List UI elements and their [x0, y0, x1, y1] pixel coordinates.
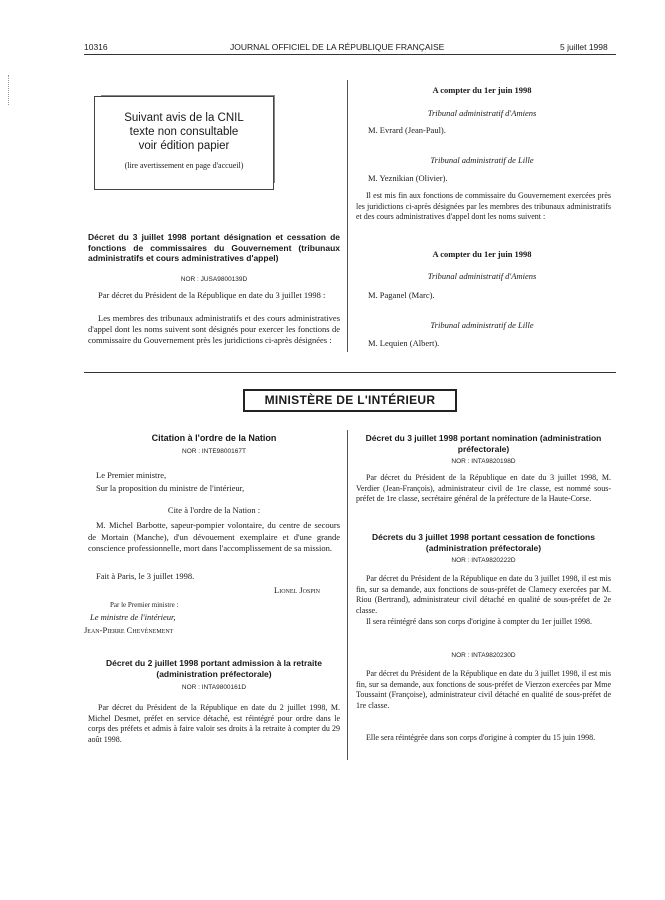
citation-nor: NOR : INTE9800167T [182, 448, 246, 455]
retraite-title: Décret du 2 juillet 1998 portant admission à la retraite (administration préfectorale) [106, 658, 322, 679]
journal-title: JOURNAL OFFICIEL DE LA RÉPUBLIQUE FRANÇAISE [230, 42, 445, 52]
name-yeznikian: M. Yeznikian (Olivier). [368, 173, 448, 183]
margin-marks [8, 75, 11, 105]
ministry-heading: MINISTÈRE DE L'INTÉRIEUR [243, 389, 457, 412]
name-paganel: M. Paganel (Marc). [368, 290, 435, 300]
tribunal-lille-2: Tribunal administratif de Lille [430, 320, 534, 330]
cnil-notice-box [94, 96, 274, 190]
cessation-title: Décrets du 3 juillet 1998 portant cessation de fonctions (administration préfectorale) [372, 532, 595, 553]
cnil-line-1: Suivant avis de la CNIL [124, 112, 244, 124]
column-divider-top [347, 80, 348, 352]
citation-l3: Cite à l'ordre de la Nation : [167, 505, 261, 515]
nomination-nor: NOR : INTA9820198D [451, 458, 516, 465]
right-heading-1: A compter du 1er juin 1998 [432, 85, 532, 95]
name-lequien: M. Lequien (Albert). [368, 338, 440, 348]
section-rule [84, 372, 616, 373]
nomination-title: Décret du 3 juillet 1998 portant nomination (administration préfectorale) [365, 433, 602, 454]
signer-jospin: Lionel Jospin [274, 585, 320, 595]
citation-l2: Sur la proposition du ministre de l'intérieur, [96, 483, 245, 493]
cessation-body-2: Par décret du Président de la République en date du 3 juillet 1998, il est mis fin, sur sa demande, aux fonctions de sous-préfet de Vierzon exercées par Mme Toussaint (Françoise), administrateur civil détaché en qualité de sous-préfet de 1re classe. [356, 669, 611, 710]
name-evrard: M. Evrard (Jean-Paul). [368, 125, 446, 135]
cessation-body-1: Par décret du Président de la République en date du 3 juillet 1998, il est mis fin, sur sa demande, aux fonctions de sous-préfet de Clamecy exercées par M. Riou (Bertrand), administrateur civil détaché en qualité de sous-préfet de 2e classe. [356, 574, 611, 615]
par-premier-ministre: Par le Premier ministre : [110, 601, 179, 609]
cessation-nor-2: NOR : INTA9820230D [451, 652, 516, 659]
header-rule [84, 54, 616, 55]
tribunal-amiens-1: Tribunal administratif d'Amiens [427, 108, 537, 118]
right-heading-2: A compter du 1er juin 1998 [432, 249, 532, 259]
header-date: 5 juillet 1998 [560, 42, 608, 52]
decret1-p1: Par décret du Président de la République en date du 3 juillet 1998 : [98, 290, 326, 300]
retraite-nor: NOR : INTA9800161D [181, 684, 247, 691]
citation-body: M. Michel Barbotte, sapeur-pompier volontaire, du centre de secours de Mortain (Manche), d'un dévouement exemplaire et d'une grande conscience professionnelle, mort dans l'accomplissement de sa mission. [88, 520, 340, 553]
decret1-nor: NOR : JUSA9800139D [180, 276, 248, 283]
citation-title: Citation à l'ordre de la Nation [151, 433, 277, 443]
cnil-line-3: voir édition papier [138, 140, 230, 152]
retraite-body: Par décret du Président de la République en date du 2 juillet 1998, M. Michel Desmet, préfet en service détaché, est réintégré pour ordre dans le corps des préfets et admis à faire valoir ses droits à la retraite à compter du 29 août 1998. [88, 703, 340, 744]
right-paragraph: Il est mis fin aux fonctions de commissaire du Gouvernement exercées près les juridictions ci-après désignées par les membres des tribunaux administratifs et des cours administratives d'appel dont les noms suivent : [356, 191, 611, 221]
page-number: 10316 [84, 42, 108, 52]
nomination-body: Par décret du Président de la République en date du 3 juillet 1998, M. Verdier (Jean-François), administrateur civil de 1re classe, est nommé sous-préfet de 1re classe, secrétaire général de la préfecture de la Haute-Corse. [356, 473, 611, 503]
column-divider-bottom [347, 430, 348, 760]
cnil-line-2: texte non consultable [129, 126, 239, 138]
tribunal-amiens-2: Tribunal administratif d'Amiens [427, 271, 537, 281]
citation-l1: Le Premier ministre, [96, 470, 167, 480]
minister-name: Jean-Pierre Chevènement [84, 625, 174, 635]
citation-done: Fait à Paris, le 3 juillet 1998. [96, 571, 195, 581]
cessation-body-1b: Il sera réintégré dans son corps d'origine à compter du 1er juillet 1998. [366, 617, 593, 626]
minister-title: Le ministre de l'intérieur, [90, 612, 176, 622]
cessation-nor-1: NOR : INTA9820222D [451, 557, 516, 564]
cessation-body-2b: Elle sera réintégrée dans son corps d'origine à compter du 15 juin 1998. [366, 733, 596, 742]
decret1-p2: Les membres des tribunaux administratifs et des cours administratives d'appel dont les noms suivent sont désignés pour exercer les fonctions de commissaire du Gouvernement près les juridictions ci-après désignées : [88, 313, 340, 345]
tribunal-lille-1: Tribunal administratif de Lille [430, 155, 534, 165]
decret1-title: Décret du 3 juillet 1998 portant désignation et cessation de fonctions de commissaires du Gouvernement (tribunaux administratifs et cours administratives d'appel) [88, 232, 340, 263]
cnil-note: (lire avertissement en page d'accueil) [124, 161, 244, 170]
